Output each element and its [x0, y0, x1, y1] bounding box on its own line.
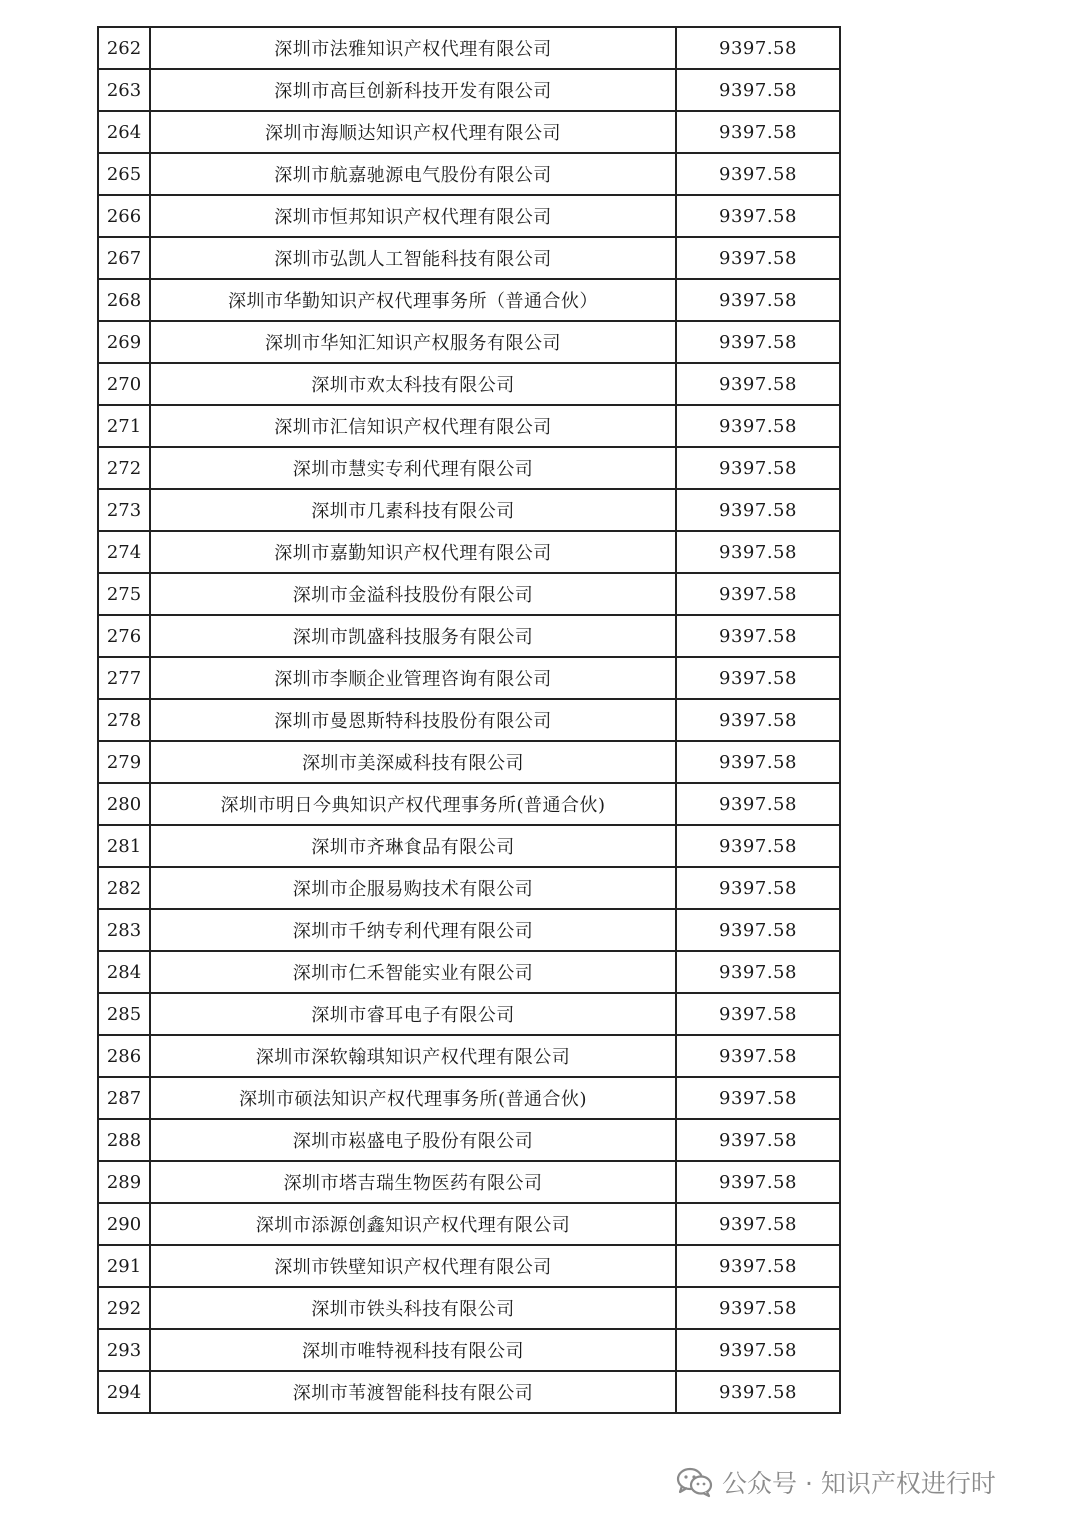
amount: 9397.58	[676, 741, 840, 783]
company-name: 深圳市硕法知识产权代理事务所(普通合伙)	[150, 1077, 676, 1119]
amount: 9397.58	[676, 1371, 840, 1413]
row-number: 284	[98, 951, 150, 993]
amount: 9397.58	[676, 1035, 840, 1077]
company-name: 深圳市曼恩斯特科技股份有限公司	[150, 699, 676, 741]
company-name: 深圳市铁壁知识产权代理有限公司	[150, 1245, 676, 1287]
amount: 9397.58	[676, 573, 840, 615]
company-name: 深圳市美深威科技有限公司	[150, 741, 676, 783]
row-number: 264	[98, 111, 150, 153]
row-number: 263	[98, 69, 150, 111]
amount: 9397.58	[676, 321, 840, 363]
row-number: 271	[98, 405, 150, 447]
table-row	[98, 279, 840, 321]
company-name: 深圳市嘉勤知识产权代理有限公司	[150, 531, 676, 573]
company-name: 深圳市航嘉驰源电气股份有限公司	[150, 153, 676, 195]
row-number: 291	[98, 1245, 150, 1287]
row-number: 265	[98, 153, 150, 195]
company-name: 深圳市仁禾智能实业有限公司	[150, 951, 676, 993]
row-number: 281	[98, 825, 150, 867]
company-name: 深圳市添源创鑫知识产权代理有限公司	[150, 1203, 676, 1245]
company-name: 深圳市崧盛电子股份有限公司	[150, 1119, 676, 1161]
amount: 9397.58	[676, 153, 840, 195]
company-name: 深圳市苇渡智能科技有限公司	[150, 1371, 676, 1413]
row-number: 277	[98, 657, 150, 699]
amount: 9397.58	[676, 1329, 840, 1371]
row-number: 262	[98, 27, 150, 69]
amount: 9397.58	[676, 363, 840, 405]
table-body	[98, 27, 840, 1413]
table-row	[98, 405, 840, 447]
fund-list-table	[97, 26, 841, 1414]
company-name: 深圳市法雅知识产权代理有限公司	[150, 27, 676, 69]
row-number: 268	[98, 279, 150, 321]
amount: 9397.58	[676, 111, 840, 153]
row-number: 288	[98, 1119, 150, 1161]
table-row	[98, 1077, 840, 1119]
company-name: 深圳市千纳专利代理有限公司	[150, 909, 676, 951]
company-name: 深圳市凯盛科技服务有限公司	[150, 615, 676, 657]
row-number: 290	[98, 1203, 150, 1245]
amount: 9397.58	[676, 237, 840, 279]
amount: 9397.58	[676, 279, 840, 321]
company-name: 深圳市深软翰琪知识产权代理有限公司	[150, 1035, 676, 1077]
amount: 9397.58	[676, 1119, 840, 1161]
amount: 9397.58	[676, 489, 840, 531]
watermark-text: 公众号 · 知识产权进行时	[722, 1469, 996, 1498]
row-number: 292	[98, 1287, 150, 1329]
row-number: 287	[98, 1077, 150, 1119]
table-row	[98, 363, 840, 405]
table-row	[98, 741, 840, 783]
company-name: 深圳市海顺达知识产权代理有限公司	[150, 111, 676, 153]
row-number: 293	[98, 1329, 150, 1371]
company-name: 深圳市几素科技有限公司	[150, 489, 676, 531]
amount: 9397.58	[676, 531, 840, 573]
table-row	[98, 111, 840, 153]
table-row	[98, 825, 840, 867]
company-name: 深圳市铁头科技有限公司	[150, 1287, 676, 1329]
amount: 9397.58	[676, 27, 840, 69]
row-number: 289	[98, 1161, 150, 1203]
company-name: 深圳市欢太科技有限公司	[150, 363, 676, 405]
table-row	[98, 1203, 840, 1245]
amount: 9397.58	[676, 825, 840, 867]
table-row	[98, 867, 840, 909]
table-row	[98, 447, 840, 489]
amount: 9397.58	[676, 783, 840, 825]
watermark	[676, 1462, 996, 1502]
table-row	[98, 27, 840, 69]
row-number: 276	[98, 615, 150, 657]
row-number: 272	[98, 447, 150, 489]
amount: 9397.58	[676, 909, 840, 951]
amount: 9397.58	[676, 1203, 840, 1245]
amount: 9397.58	[676, 1245, 840, 1287]
company-name: 深圳市企服易购技术有限公司	[150, 867, 676, 909]
table-row	[98, 951, 840, 993]
table-row	[98, 573, 840, 615]
row-number: 266	[98, 195, 150, 237]
company-name: 深圳市唯特视科技有限公司	[150, 1329, 676, 1371]
row-number: 273	[98, 489, 150, 531]
company-name: 深圳市慧实专利代理有限公司	[150, 447, 676, 489]
table-row	[98, 1329, 840, 1371]
amount: 9397.58	[676, 1161, 840, 1203]
table-row	[98, 909, 840, 951]
table-row	[98, 237, 840, 279]
table-row	[98, 195, 840, 237]
table-row	[98, 489, 840, 531]
company-name: 深圳市恒邦知识产权代理有限公司	[150, 195, 676, 237]
row-number: 294	[98, 1371, 150, 1413]
row-number: 274	[98, 531, 150, 573]
table-row	[98, 783, 840, 825]
company-name: 深圳市弘凯人工智能科技有限公司	[150, 237, 676, 279]
row-number: 285	[98, 993, 150, 1035]
amount: 9397.58	[676, 1077, 840, 1119]
row-number: 275	[98, 573, 150, 615]
row-number: 270	[98, 363, 150, 405]
amount: 9397.58	[676, 69, 840, 111]
amount: 9397.58	[676, 447, 840, 489]
company-name: 深圳市明日今典知识产权代理事务所(普通合伙)	[150, 783, 676, 825]
company-name: 深圳市华知汇知识产权服务有限公司	[150, 321, 676, 363]
table-row	[98, 657, 840, 699]
company-name: 深圳市汇信知识产权代理有限公司	[150, 405, 676, 447]
row-number: 282	[98, 867, 150, 909]
company-name: 深圳市睿耳电子有限公司	[150, 993, 676, 1035]
table-row	[98, 321, 840, 363]
amount: 9397.58	[676, 867, 840, 909]
amount: 9397.58	[676, 993, 840, 1035]
amount: 9397.58	[676, 615, 840, 657]
amount: 9397.58	[676, 657, 840, 699]
table-row	[98, 1287, 840, 1329]
row-number: 267	[98, 237, 150, 279]
table-row	[98, 615, 840, 657]
table-row	[98, 531, 840, 573]
table-row	[98, 1371, 840, 1413]
amount: 9397.58	[676, 405, 840, 447]
amount: 9397.58	[676, 1287, 840, 1329]
amount: 9397.58	[676, 195, 840, 237]
table-row	[98, 993, 840, 1035]
row-number: 286	[98, 1035, 150, 1077]
table-row	[98, 1245, 840, 1287]
company-name: 深圳市李顺企业管理咨询有限公司	[150, 657, 676, 699]
amount: 9397.58	[676, 951, 840, 993]
wechat-icon	[676, 1466, 714, 1498]
row-number: 283	[98, 909, 150, 951]
company-name: 深圳市塔吉瑞生物医药有限公司	[150, 1161, 676, 1203]
table-row	[98, 153, 840, 195]
table-row	[98, 1119, 840, 1161]
row-number: 280	[98, 783, 150, 825]
amount: 9397.58	[676, 699, 840, 741]
table-row	[98, 699, 840, 741]
company-name: 深圳市金溢科技股份有限公司	[150, 573, 676, 615]
row-number: 269	[98, 321, 150, 363]
table-row	[98, 1035, 840, 1077]
company-name: 深圳市华勤知识产权代理事务所（普通合伙）	[150, 279, 676, 321]
row-number: 278	[98, 699, 150, 741]
row-number: 279	[98, 741, 150, 783]
table-row	[98, 1161, 840, 1203]
table-row	[98, 69, 840, 111]
company-name: 深圳市高巨创新科技开发有限公司	[150, 69, 676, 111]
company-name: 深圳市齐琳食品有限公司	[150, 825, 676, 867]
